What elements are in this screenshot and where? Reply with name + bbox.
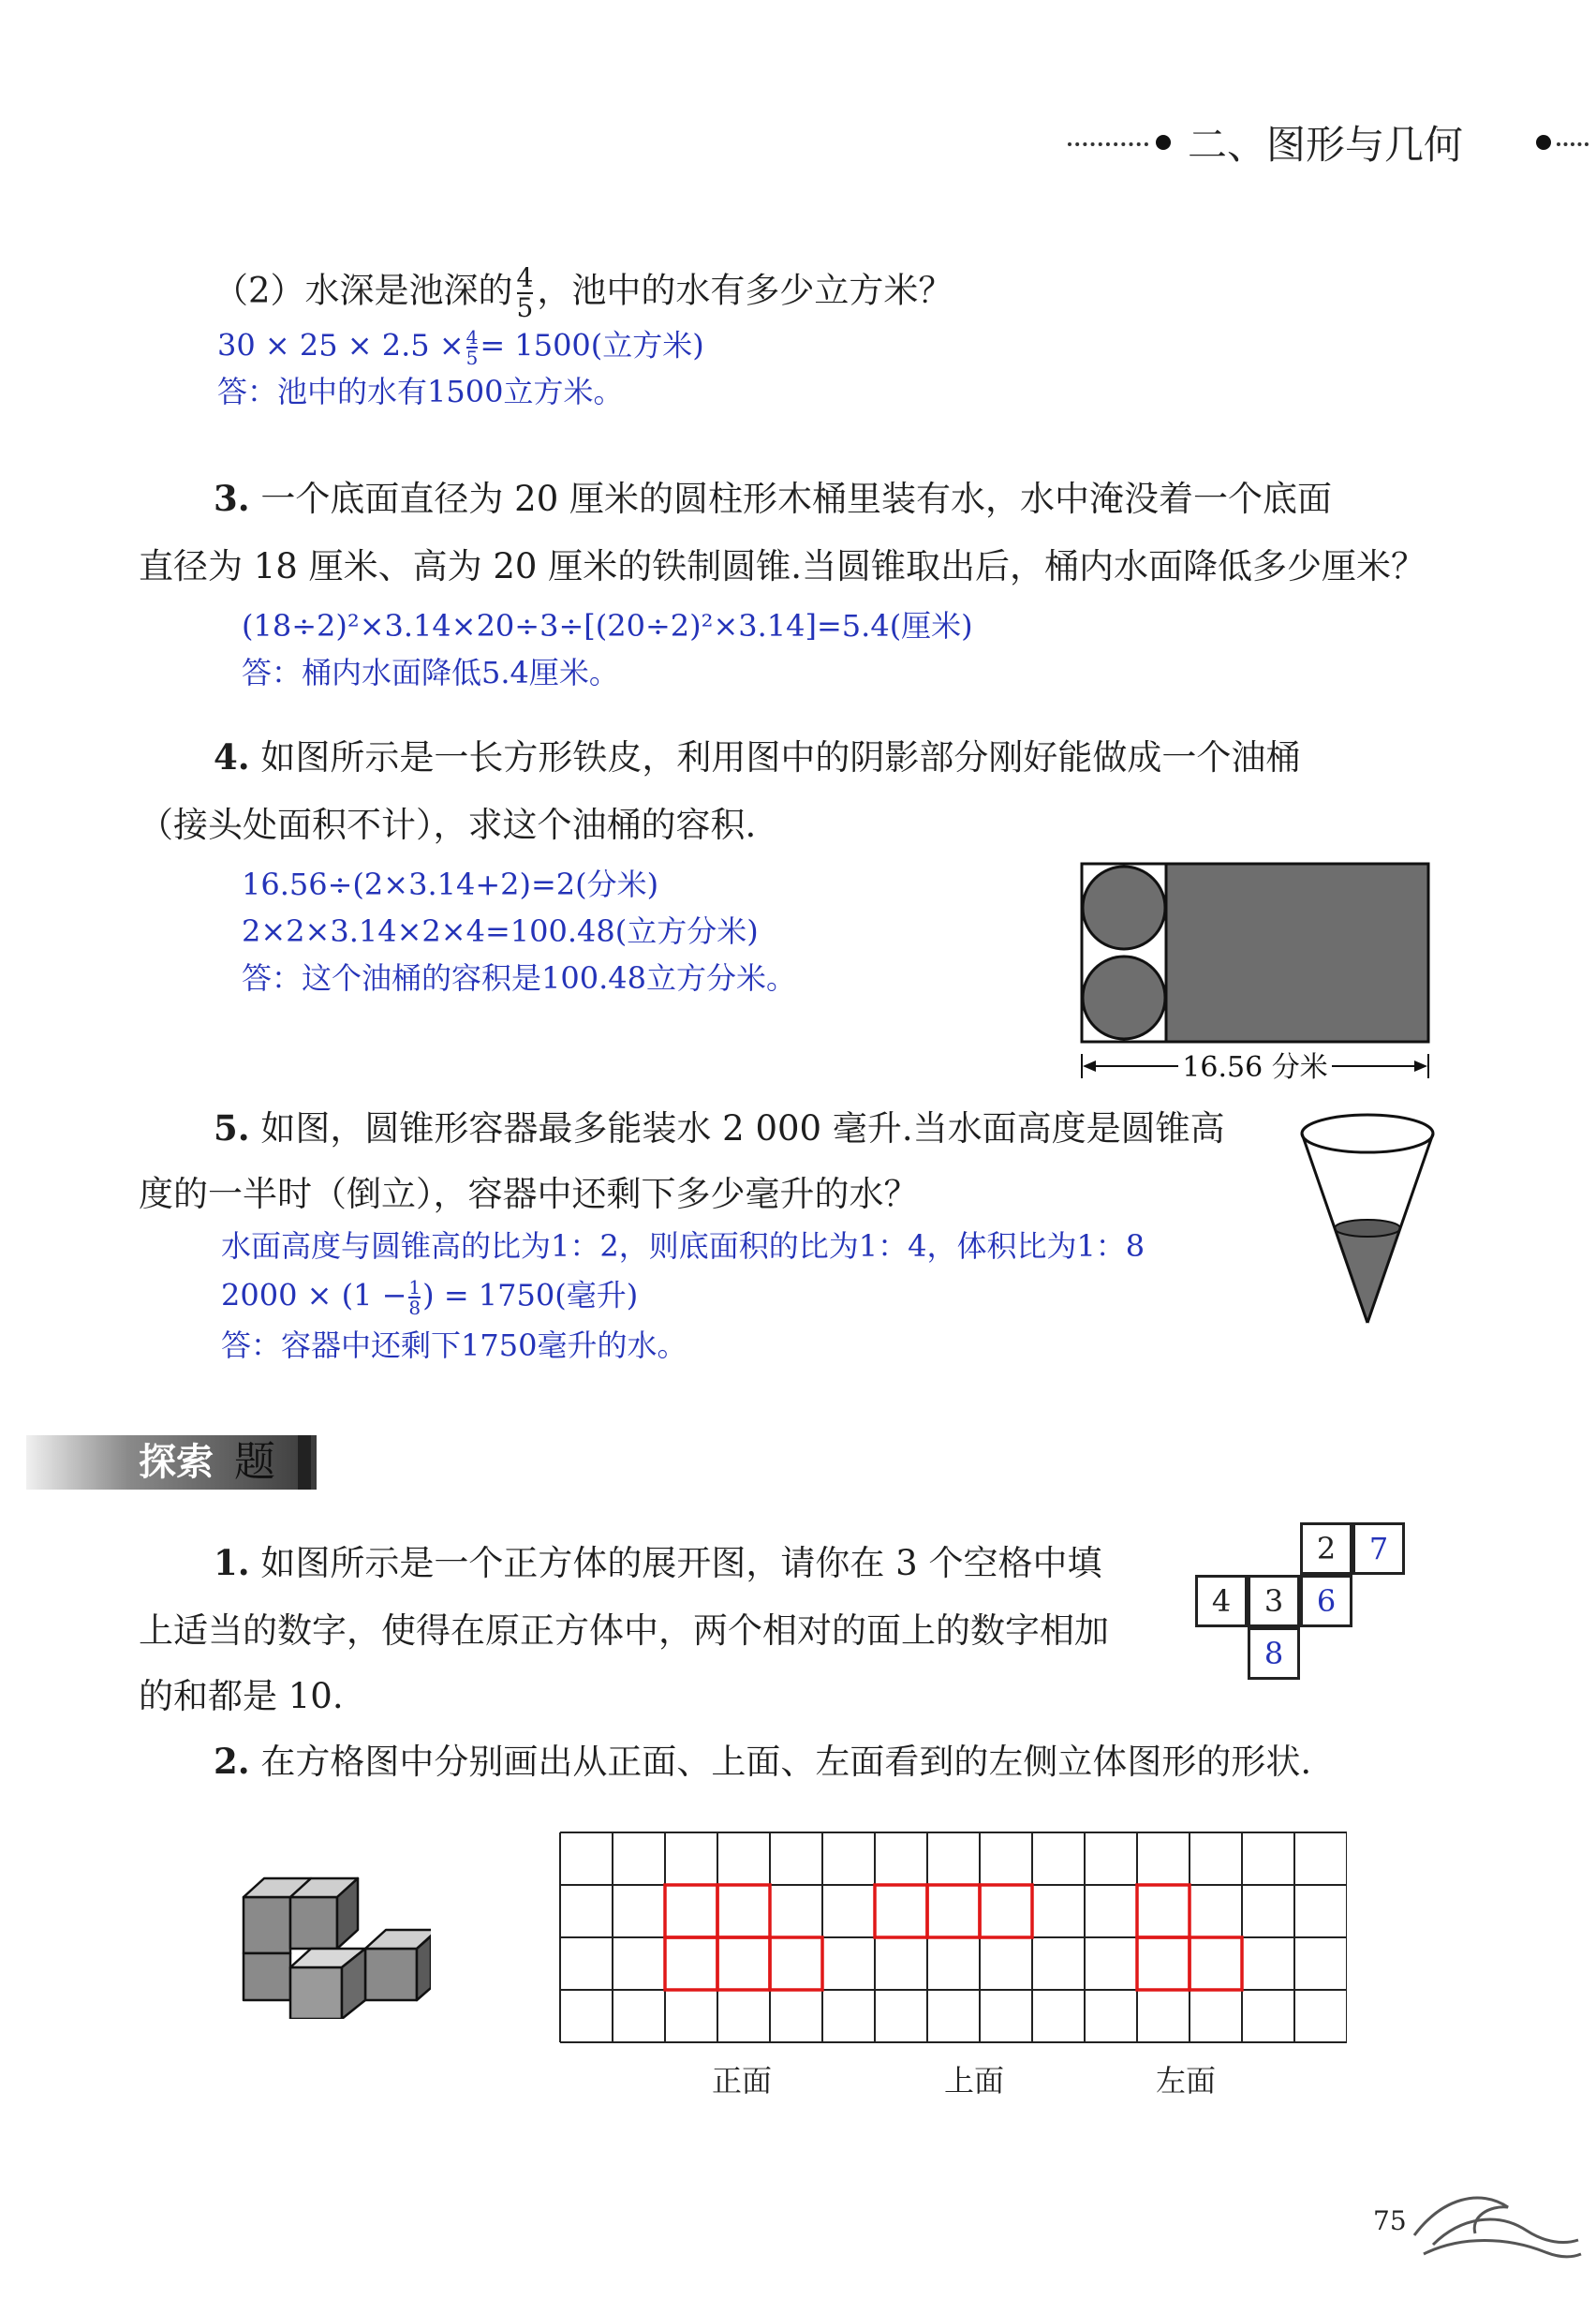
net-cell-left: 4 — [1195, 1575, 1248, 1627]
net-cell-right: 6 — [1300, 1575, 1352, 1627]
q5-line2: 度的一半时（倒立），容器中还剩下多少毫升的水？ — [139, 1174, 919, 1214]
water-surface — [1335, 1220, 1400, 1237]
q5-answer-line1: 水面高度与圆锥高的比为1：2，则底面积的比为1：4，体积比为1：8 — [221, 1228, 1145, 1264]
q4-answer-line1: 16.56÷(2×3.14+2)=2(分米) — [242, 867, 659, 902]
top-view-cell — [875, 1885, 927, 1937]
answer-fraction: $\frac{1}{8}$ — [408, 1276, 421, 1319]
header-dots-left — [1068, 142, 1148, 146]
net-cell-top-right: 7 — [1352, 1522, 1405, 1575]
q4-answer-text: 答：这个油桶的容积是100.48立方分米。 — [242, 960, 796, 996]
front-view-cell — [717, 1885, 770, 1937]
part2-answer-text: 答：池中的水有1500立方米。 — [217, 374, 624, 409]
section-title: 二、图形与几何 — [1188, 122, 1464, 168]
stacked-cubes-figure — [234, 1860, 431, 2019]
q3-answer-text: 答：桶内水面降低5.4厘米。 — [242, 655, 619, 690]
iron-sheet-figure — [1077, 857, 1433, 1082]
label-top-view: 上面 — [944, 2063, 1005, 2099]
part2-question: （2）水深是池深的 $\frac{4}{5}$ ，池中的水有多少立方米？ — [214, 262, 953, 323]
q4-answer-line2: 2×2×3.14×2×4=100.48(立方分米) — [242, 913, 759, 949]
fraction-four-fifths: $\frac{4}{5}$ — [516, 262, 534, 323]
front-view-cell — [717, 1937, 770, 1990]
header-bullet-right — [1536, 135, 1551, 150]
explore-q1-line1: 1. 如图所示是一个正方体的展开图，请你在 3 个空格中填 — [214, 1542, 1102, 1583]
q3-line1: 3. 一个底面直径为 20 厘米的圆柱形木桶里装有水，水中淹没着一个底面 — [214, 478, 1333, 519]
wave-ornament-icon — [1405, 2179, 1583, 2263]
view-grid — [558, 1831, 1347, 2052]
q3-line2: 直径为 18 厘米、高为 20 厘米的铁制圆锥.当圆锥取出后，桶内水面降低多少厘米？ — [139, 546, 1426, 586]
water-fill — [1335, 1228, 1400, 1323]
top-view-cell — [980, 1885, 1032, 1937]
explore-q1-line3: 的和都是 10. — [139, 1676, 344, 1716]
answer-fraction: $\frac{4}{5}$ — [466, 326, 479, 369]
front-view-cell — [665, 1885, 717, 1937]
q5-answer-text: 答：容器中还剩下1750毫升的水。 — [221, 1327, 687, 1363]
left-view-cell — [1137, 1885, 1190, 1937]
net-cell-top-mid: 2 — [1300, 1522, 1352, 1575]
part2-answer-formula: 30 × 25 × 2.5 × $\frac{4}{5}$ = 1500(立方米) — [217, 326, 704, 369]
explore-banner-suffix: 题 — [234, 1438, 275, 1486]
net-cell-mid: 3 — [1248, 1575, 1300, 1627]
cone-figure — [1297, 1105, 1438, 1330]
top-view-cell — [927, 1885, 980, 1937]
bottom-circle — [1083, 957, 1165, 1039]
top-circle — [1083, 867, 1165, 949]
q4-line1: 4. 如图所示是一长方形铁皮，利用图中的阴影部分刚好能做成一个油桶 — [214, 736, 1301, 778]
q4-line2: （接头处面积不计），求这个油桶的容积. — [139, 805, 757, 845]
banner-end-bar — [298, 1435, 311, 1490]
front-view-cell — [770, 1937, 822, 1990]
q5-answer-formula: 2000 × (1 − $\frac{1}{8}$ ) = 1750(毫升) — [221, 1276, 639, 1319]
explore-q1-line2: 上适当的数字，使得在原正方体中，两个相对的面上的数字相加 — [139, 1610, 1109, 1651]
header-dots-right — [1557, 142, 1589, 146]
front-view-cell — [665, 1937, 717, 1990]
page-number: 75 — [1373, 2205, 1407, 2236]
q5-line1: 5. 如图，圆锥形容器最多能装水 2 000 毫升.当水面高度是圆锥高 — [214, 1107, 1225, 1149]
explore-banner-label: 探索 — [139, 1441, 214, 1484]
explore-q2-line1: 2. 在方格图中分别画出从正面、上面、左面看到的左侧立体图形的形状. — [214, 1741, 1312, 1782]
left-view-cell — [1137, 1937, 1190, 1990]
left-view-cell — [1190, 1937, 1242, 1990]
net-cell-bottom: 8 — [1248, 1627, 1300, 1680]
dimension-label: 16.56 分米 — [1182, 1051, 1328, 1082]
label-left-view: 左面 — [1156, 2063, 1217, 2099]
cone-rim — [1302, 1115, 1433, 1152]
q3-answer-formula: (18÷2)²×3.14×20÷3÷[(20÷2)²×3.14]=5.4(厘米) — [242, 608, 973, 644]
header-bullet-left — [1156, 135, 1171, 150]
label-front-view: 正面 — [712, 2063, 773, 2099]
shaded-rectangle — [1166, 864, 1428, 1042]
